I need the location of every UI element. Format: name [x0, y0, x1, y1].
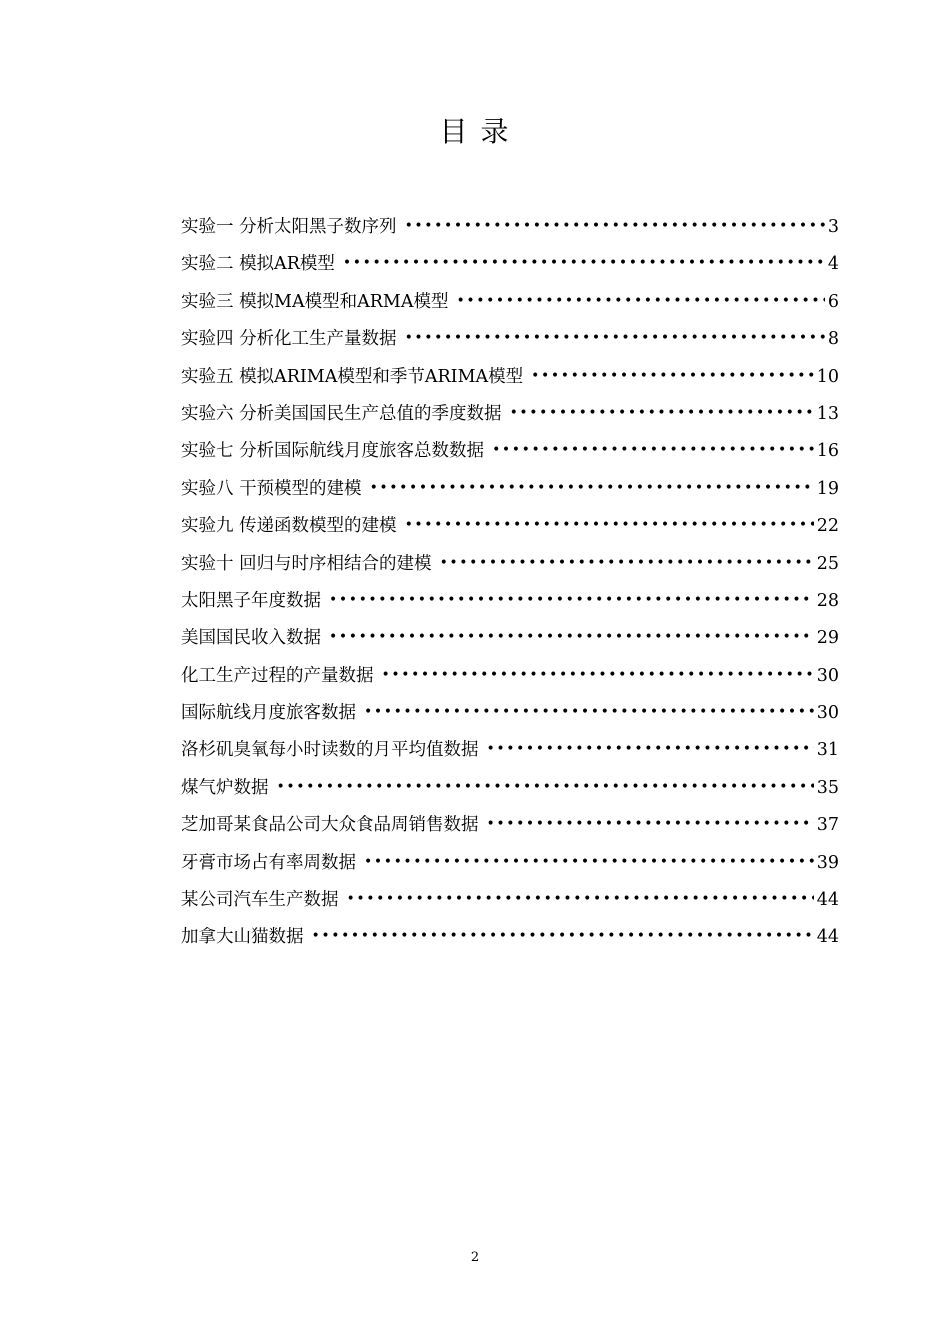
dot-leader: [347, 891, 814, 907]
toc-entry-page: 4: [827, 254, 839, 275]
toc-entry-title: 实验八 干预模型的建模: [181, 478, 362, 499]
toc-entry-title: 芝加哥某食品公司大众食品周销售数据: [181, 815, 479, 836]
toc-entry[interactable]: [181, 849, 839, 886]
toc-entry[interactable]: [181, 400, 839, 437]
dot-leader: [492, 442, 814, 458]
toc-entry[interactable]: [181, 699, 839, 736]
toc-entry[interactable]: [181, 662, 839, 699]
toc-entry-page: 37: [816, 815, 839, 836]
toc-entry[interactable]: [181, 250, 839, 287]
dot-leader: [312, 928, 814, 944]
toc-entry-title: 牙膏市场占有率周数据: [181, 852, 356, 873]
toc-entry[interactable]: [181, 587, 839, 624]
dot-leader: [457, 293, 825, 309]
toc-entry-page: 44: [816, 890, 839, 911]
toc-entry-title: 实验九 传递函数模型的建模: [181, 516, 397, 537]
toc-entry[interactable]: [181, 550, 839, 587]
toc-entry-title: 实验一 分析太阳黑子数序列: [181, 217, 397, 237]
dot-leader: [382, 667, 814, 683]
toc-entry-title: 实验十 回归与时序相结合的建模: [181, 553, 432, 574]
toc-entry[interactable]: [181, 213, 839, 250]
dot-leader: [440, 555, 814, 571]
toc-entry[interactable]: [181, 325, 839, 362]
dot-leader: [487, 816, 814, 832]
dot-leader: [364, 854, 814, 870]
toc-entry-title: 实验七 分析国际航线月度旅客总数数据: [181, 441, 485, 462]
toc-entry[interactable]: [181, 363, 839, 400]
toc-entry[interactable]: [181, 886, 839, 923]
dot-leader: [370, 480, 814, 496]
dot-leader: [343, 255, 825, 271]
toc-entry-title: 化工生产过程的产量数据: [181, 665, 374, 686]
toc-entry-title: 美国国民收入数据: [181, 628, 321, 649]
toc-entry-page: 29: [816, 628, 839, 649]
toc-entry-page: 16: [816, 441, 839, 462]
toc-entry[interactable]: [181, 475, 839, 512]
dot-leader: [277, 779, 814, 795]
toc-entry-title: 洛杉矶臭氧每小时读数的月平均值数据: [181, 740, 479, 761]
toc-entry-title: 实验三 模拟MA模型和ARMA模型: [181, 291, 449, 312]
toc-entry-page: 31: [816, 740, 839, 761]
page-number: 2: [470, 1250, 480, 1265]
toc-entry-page: 13: [816, 403, 839, 424]
toc-entry[interactable]: [181, 736, 839, 773]
dot-leader: [510, 405, 814, 421]
toc-entry-page: 30: [816, 665, 839, 686]
toc-entry-page: 8: [827, 329, 839, 350]
dot-leader: [405, 330, 825, 346]
toc-entry-page: 30: [816, 703, 839, 724]
dot-leader: [329, 592, 814, 608]
toc-entry-page: 10: [816, 366, 839, 387]
dot-leader: [405, 218, 825, 234]
toc-entry-page: 35: [816, 777, 839, 798]
toc-entry-title: 实验二 模拟AR模型: [181, 254, 335, 275]
dot-leader: [364, 704, 814, 720]
toc-entry[interactable]: [181, 774, 839, 811]
toc-entry[interactable]: [181, 923, 839, 960]
toc-entry[interactable]: [181, 288, 839, 325]
toc-entry-page: 44: [816, 927, 839, 948]
toc-entry-title: 实验四 分析化工生产量数据: [181, 329, 397, 350]
page-title: 目 录: [439, 115, 511, 148]
dot-leader: [405, 517, 814, 533]
toc-entry-page: 25: [816, 553, 839, 574]
toc-entry-title: 某公司汽车生产数据: [181, 890, 339, 911]
table-of-contents: [181, 213, 839, 961]
toc-entry-page: 3: [827, 217, 839, 237]
toc-entry[interactable]: [181, 811, 839, 848]
toc-entry-title: 煤气炉数据: [181, 777, 269, 798]
toc-entry-title: 国际航线月度旅客数据: [181, 703, 356, 724]
toc-entry-page: 28: [816, 590, 839, 611]
toc-entry-page: 6: [827, 291, 839, 312]
toc-entry-title: 实验六 分析美国国民生产总值的季度数据: [181, 403, 502, 424]
toc-entry-title: 实验五 模拟ARIMA模型和季节ARIMA模型: [181, 366, 524, 387]
dot-leader: [487, 741, 814, 757]
toc-entry-page: 19: [816, 478, 839, 499]
toc-entry-page: 22: [816, 516, 839, 537]
toc-entry[interactable]: [181, 624, 839, 661]
toc-entry-title: 太阳黑子年度数据: [181, 590, 321, 611]
toc-entry[interactable]: [181, 437, 839, 474]
dot-leader: [329, 629, 814, 645]
dot-leader: [531, 368, 814, 384]
toc-entry-title: 加拿大山猫数据: [181, 927, 304, 948]
toc-entry[interactable]: [181, 512, 839, 549]
toc-entry-page: 39: [816, 852, 839, 873]
